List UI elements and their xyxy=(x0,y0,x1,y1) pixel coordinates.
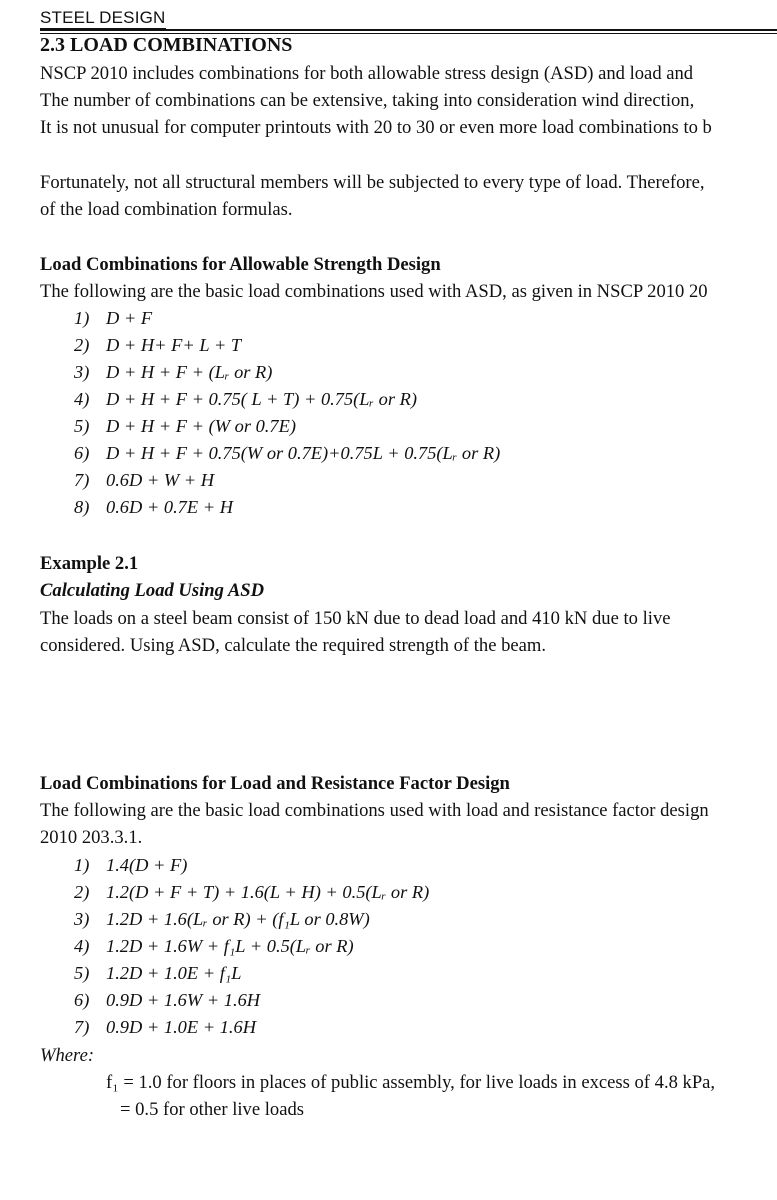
intro-line-3: It is not unusual for computer printouts with 20 to 30 or even more load combinations to b xyxy=(40,117,712,138)
where-line-1: f₁ = 1.0 for floors in places of public assembly, for live loads in excess of 4.8 kPa, xyxy=(106,1072,716,1093)
example-label: Example 2.1 xyxy=(40,553,139,574)
header xyxy=(40,8,777,29)
running-header: STEEL DESIGN xyxy=(40,8,166,27)
lrfd-intro-line-2: 2010 203.3.1. xyxy=(40,827,143,848)
asd-item: 3) D + H + F + (Lᵣ or R) xyxy=(74,362,273,382)
asd-item: 2) D + H+ F+ L + T xyxy=(74,335,242,355)
header-rule xyxy=(40,29,777,31)
lrfd-intro-line-1: The following are the basic load combinations used with load and resistance factor design xyxy=(40,800,709,821)
example-line-1: The loads on a steel beam consist of 150 kN due to dead load and 410 kN due to live xyxy=(40,608,671,629)
asd-item: 4) D + H + F + 0.75( L + T) + 0.75(Lᵣ or R) xyxy=(74,389,417,409)
lrfd-item: 5) 1.2D + 1.0E + f₁L xyxy=(74,963,242,983)
lrfd-heading: Load Combinations for Load and Resistance Factor Design xyxy=(40,773,510,794)
asd-item: 5) D + H + F + (W or 0.7E) xyxy=(74,416,296,436)
fortunately-line-2: of the load combination formulas. xyxy=(40,199,293,220)
where-label: Where: xyxy=(40,1045,95,1066)
asd-item: 8) 0.6D + 0.7E + H xyxy=(74,497,233,517)
lrfd-item: 3) 1.2D + 1.6(Lᵣ or R) + (f₁L or 0.8W) xyxy=(74,909,370,929)
intro-line-1: NSCP 2010 includes combinations for both allowable stress design (ASD) and load and xyxy=(40,63,694,84)
asd-heading: Load Combinations for Allowable Strength Design xyxy=(40,254,441,275)
asd-item: 1) D + F xyxy=(74,308,153,328)
lrfd-item: 4) 1.2D + 1.6W + f₁L + 0.5(Lᵣ or R) xyxy=(74,936,354,956)
lrfd-item: 7) 0.9D + 1.0E + 1.6H xyxy=(74,1017,256,1037)
fortunately-line-1: Fortunately, not all structural members will be subjected to every type of load. Therefore, xyxy=(40,172,705,193)
asd-item: 6) D + H + F + 0.75(W or 0.7E)+0.75L + 0.75(Lᵣ or R) xyxy=(74,443,501,463)
example-line-2: considered. Using ASD, calculate the required strength of the beam. xyxy=(40,635,547,656)
intro-line-2: The number of combinations can be extensive, taking into consideration wind direction, xyxy=(40,90,695,111)
asd-item: 7) 0.6D + W + H xyxy=(74,470,215,490)
lrfd-item: 2) 1.2(D + F + T) + 1.6(L + H) + 0.5(Lᵣ or R) xyxy=(74,882,430,902)
where-line-2: = 0.5 for other live loads xyxy=(120,1099,304,1120)
asd-intro: The following are the basic load combinations used with ASD, as given in NSCP 2010 20 xyxy=(40,281,708,302)
lrfd-item: 6) 0.9D + 1.6W + 1.6H xyxy=(74,990,261,1010)
example-title: Calculating Load Using ASD xyxy=(40,580,265,601)
section-title: 2.3 LOAD COMBINATIONS xyxy=(40,34,293,56)
lrfd-item: 1) 1.4(D + F) xyxy=(74,855,188,875)
